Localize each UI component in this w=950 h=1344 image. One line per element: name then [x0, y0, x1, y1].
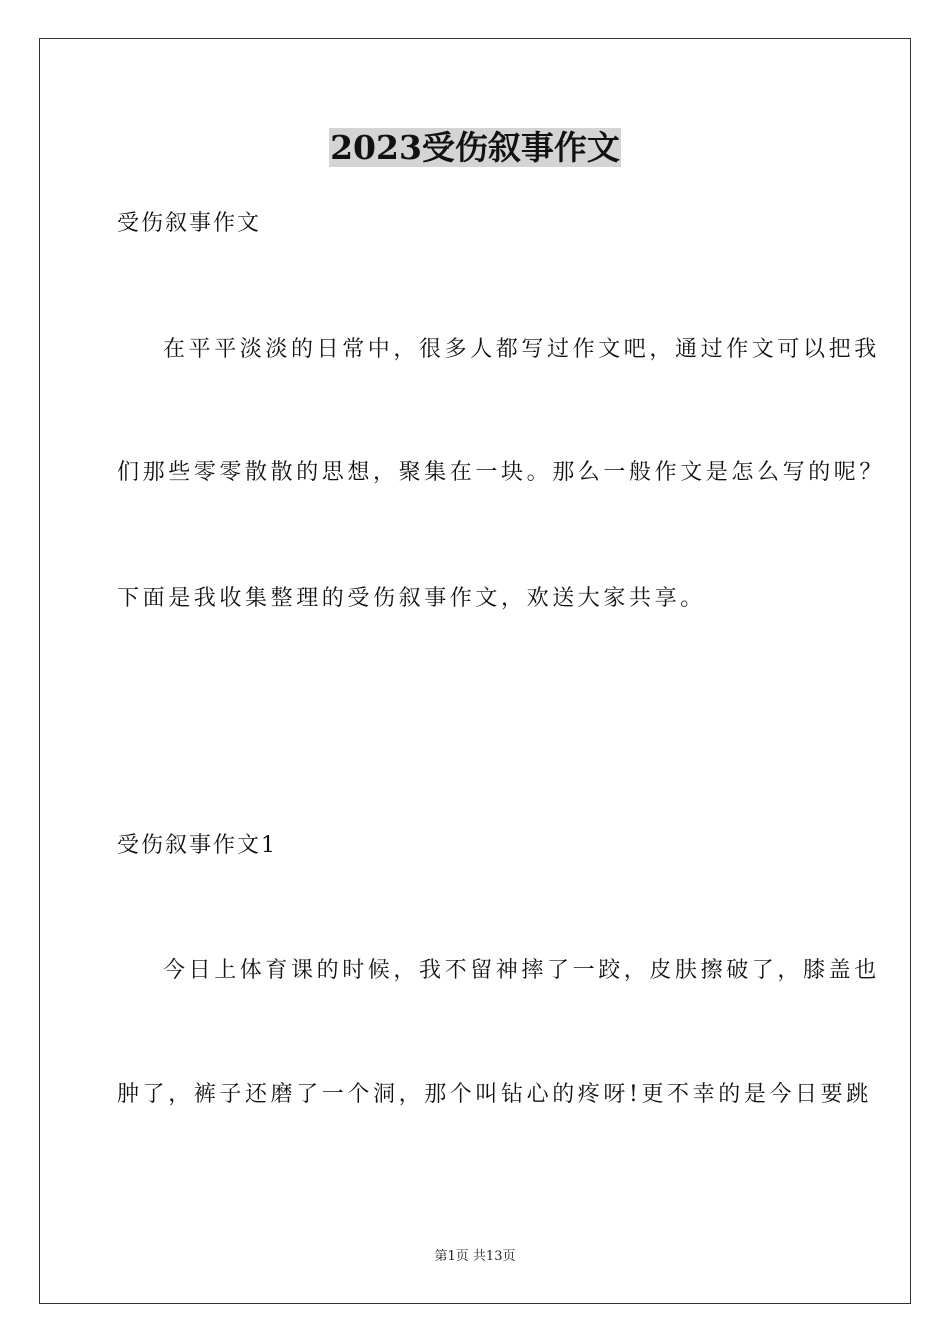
paragraph-line: 们那些零零散散的思想，聚集在一块。那么一般作文是怎么写的呢？: [117, 460, 886, 485]
document-subtitle: 受伤叙事作文: [117, 211, 262, 236]
document-title: [0, 126, 950, 170]
page-footer: 第1页 共13页: [434, 1249, 516, 1264]
document-title-text: 2023受伤叙事作文: [330, 128, 620, 167]
section-heading: 受伤叙事作文1: [117, 833, 277, 858]
paragraph-line: 下面是我收集整理的受伤叙事作文，欢送大家共享。: [117, 586, 706, 611]
paragraph-line: 今日上体育课的时候，我不留神摔了一跤，皮肤擦破了，膝盖也: [163, 958, 880, 983]
paragraph-line: 在平平淡淡的日常中，很多人都写过作文吧，通过作文可以把我: [163, 337, 880, 362]
paragraph-line: 肿了，裤子还磨了一个洞，那个叫钻心的疼呀!更不幸的是今日要跳: [117, 1082, 872, 1107]
